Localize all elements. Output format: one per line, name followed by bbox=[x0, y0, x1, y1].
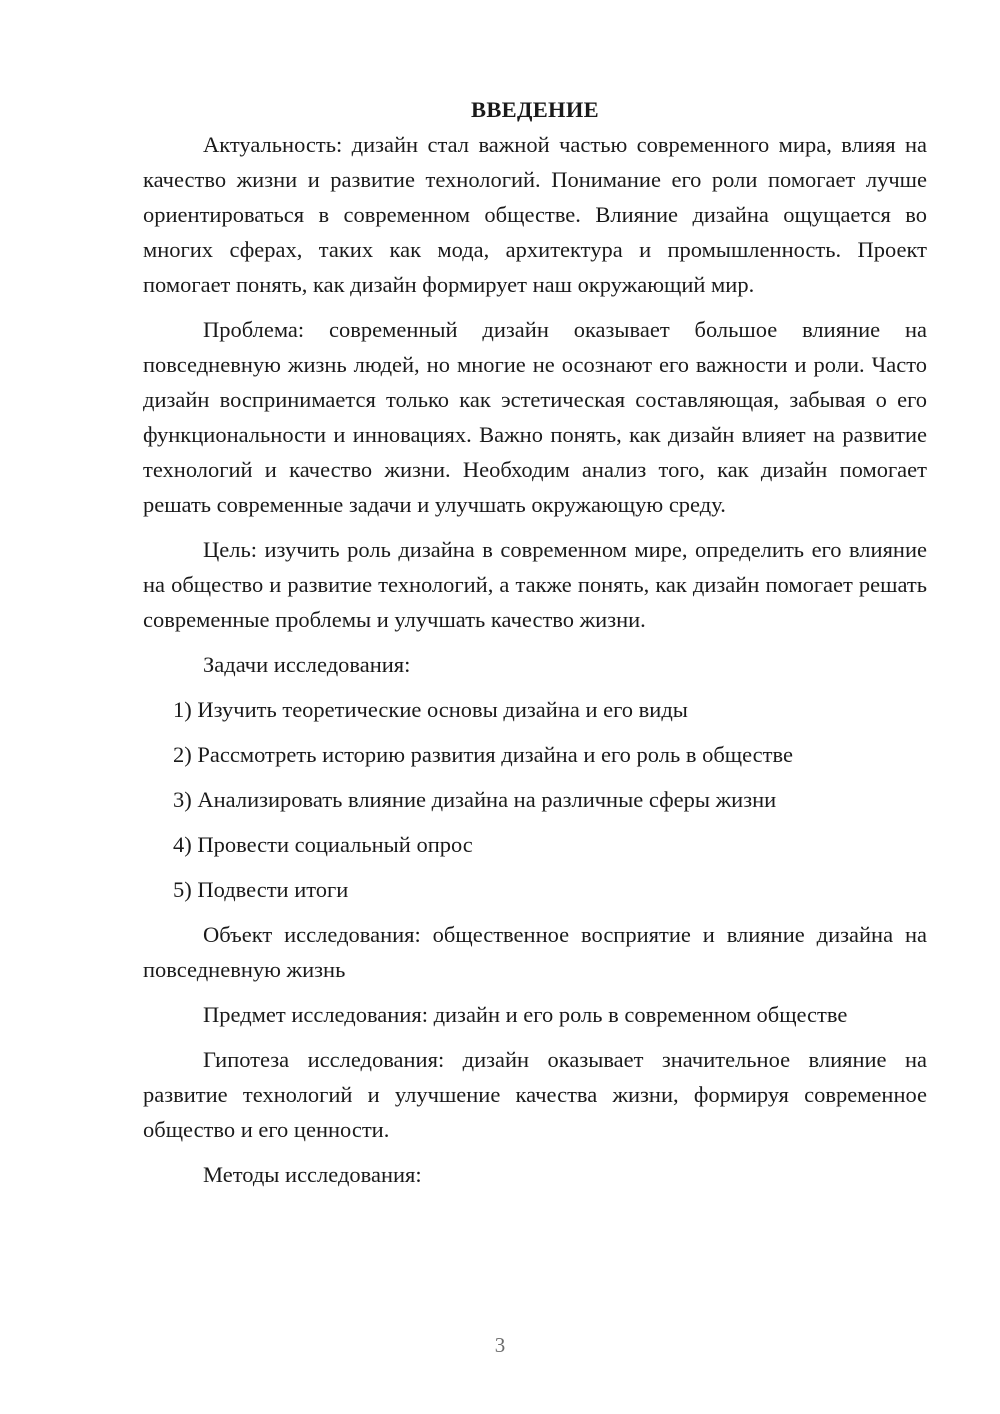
task-item: 1) Изучить теоретические основы дизайна и его виды bbox=[173, 697, 688, 722]
page-number: 3 bbox=[494, 1333, 506, 1357]
tasks-list bbox=[143, 692, 927, 907]
paragraph-object: Объект исследования: общественное восприятие и влияние дизайна на повседневную жизнь bbox=[143, 922, 927, 982]
section-title: ВВЕДЕНИЕ bbox=[471, 97, 599, 122]
tasks-heading: Задачи исследования: bbox=[203, 652, 411, 677]
paragraph-hypothesis: Гипотеза исследования: дизайн оказывает значительное влияние на развитие технологий и улучшение качества жизни, формируя современное общество и его ценности. bbox=[143, 1047, 927, 1142]
methods-heading: Методы исследования: bbox=[203, 1162, 422, 1187]
task-item: 3) Анализировать влияние дизайна на различные сферы жизни bbox=[173, 787, 777, 812]
document-page bbox=[143, 92, 927, 1202]
task-item: 4) Провести социальный опрос bbox=[173, 832, 473, 857]
task-item: 5) Подвести итоги bbox=[173, 877, 349, 902]
paragraph-goal: Цель: изучить роль дизайна в современном мире, определить его влияние на общество и развитие технологий, а также понять, как дизайн помогает решать современные проблемы и улучшать качество жизни. bbox=[143, 537, 927, 632]
paragraph-relevance: Актуальность: дизайн стал важной частью современного мира, влияя на качество жизни и развитие технологий. Понимание его роли помогает лучше ориентироваться в современном обществе. Влияние дизайна ощущается во многих сферах, таких как мода, архитектура и промышленность. Проект помогает понять, как дизайн формирует наш окружающий мир. bbox=[143, 132, 927, 297]
paragraph-subject: Предмет исследования: дизайн и его роль в современном обществе bbox=[203, 1002, 848, 1027]
paragraph-problem: Проблема: современный дизайн оказывает большое влияние на повседневную жизнь людей, но многие не осознают его важности и роли. Часто дизайн воспринимается только как эстетическая составляющая, забывая о его функциональности и инновациях. Важно понять, как дизайн влияет на развитие технологий и качество жизни. Необходим анализ того, как дизайн помогает решать современные задачи и улучшать окружающую среду. bbox=[143, 317, 927, 517]
task-item: 2) Рассмотреть историю развития дизайна и его роль в обществе bbox=[173, 742, 793, 767]
